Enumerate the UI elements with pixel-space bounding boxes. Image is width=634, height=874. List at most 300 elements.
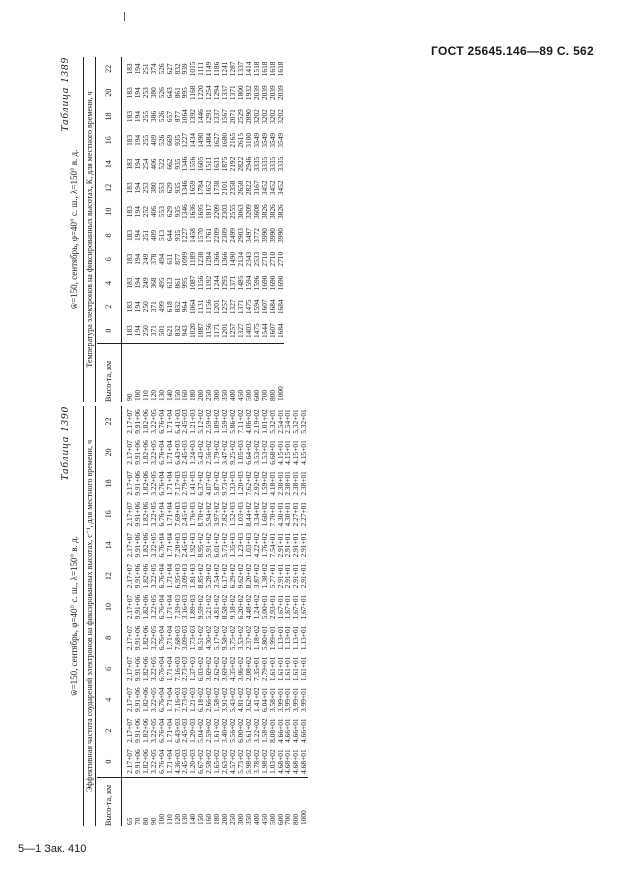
value-cell: 1414 <box>243 61 253 77</box>
hour-column-header: 18 <box>97 105 122 129</box>
value-cell: 2.91+01 <box>283 563 293 589</box>
value-cell: 1659 <box>188 180 198 196</box>
value-cell: 2.38+01 <box>299 471 309 496</box>
value-cell: 1.82+06 <box>140 749 150 774</box>
value-cell: 613 <box>164 277 174 289</box>
value-cell: 194 <box>132 229 142 241</box>
height-cell: 110 <box>142 343 150 402</box>
value-cell: 1.33+03 <box>227 471 237 496</box>
value-cell: 3.69+02 <box>220 656 230 682</box>
value-cell: 2.17+07 <box>125 687 134 712</box>
value-cell: 1594 <box>243 275 253 291</box>
value-cell: 1087 <box>188 275 198 291</box>
table-label: Таблица 1389 <box>59 57 71 132</box>
value-cell: 1257 <box>227 323 237 339</box>
value-cell: 4.06+02 <box>243 409 253 434</box>
value-cell: 1594 <box>251 299 261 315</box>
value-cell: 1.52+03 <box>227 502 237 527</box>
value-cell: 1346 <box>180 156 190 172</box>
value-cell: 6.03+02 <box>196 656 206 682</box>
value-cell: 5.86+02 <box>227 409 237 434</box>
value-cell: 6.76+04 <box>156 532 166 558</box>
value-cell: 3.22+05 <box>148 532 158 558</box>
value-cell: 1784 <box>196 180 206 196</box>
value-cell: 1636 <box>188 204 198 220</box>
value-cell: 1327 <box>227 299 237 315</box>
value-cell: 2.91+01 <box>283 532 293 558</box>
value-cell: 2039 <box>267 85 277 101</box>
value-cell: 6.76+04 <box>156 409 166 434</box>
value-cell: 380 <box>148 87 158 99</box>
value-cell: 2.17+07 <box>125 563 134 589</box>
value-cell: 4.66+01 <box>299 718 309 743</box>
value-cell: 194 <box>132 63 142 75</box>
height-cell: 150 <box>197 778 205 826</box>
value-cell: 2.45+03 <box>180 749 190 774</box>
value-cell: 494 <box>156 253 166 265</box>
value-cell: 194 <box>132 277 142 289</box>
value-cell: 499 <box>156 301 166 313</box>
value-cell: 1.82+06 <box>140 563 150 589</box>
value-cell: 6.76+04 <box>156 563 166 589</box>
value-cell: 6.04+01 <box>259 687 269 712</box>
value-cell: 4.66+01 <box>283 718 293 743</box>
value-cell: 2.17+07 <box>125 471 134 496</box>
value-cell: 1020 <box>188 323 198 339</box>
height-cell: 180 <box>213 778 221 826</box>
value-cell: 1371 <box>227 85 237 101</box>
value-cell: 1.61+01 <box>283 656 293 682</box>
value-cell: 3.22+05 <box>148 440 158 465</box>
value-cell: 2.45+03 <box>180 502 190 527</box>
value-cell: 3608 <box>251 204 261 220</box>
value-cell: 1607 <box>259 299 269 315</box>
height-cell: 500 <box>269 778 277 826</box>
hour-column-header: 6 <box>97 653 122 684</box>
value-cell: 1227 <box>180 132 190 148</box>
value-cell: 1607 <box>267 323 277 339</box>
value-cell: 2.19+02 <box>251 409 261 434</box>
value-cell: 935 <box>172 134 182 146</box>
value-cell: 5.91+02 <box>204 532 214 558</box>
value-cell: 501 <box>156 325 166 337</box>
value-cell: 3.22+05 <box>148 502 158 527</box>
value-cell: 2343 <box>243 251 253 267</box>
value-cell: 1.82+06 <box>140 656 150 682</box>
value-cell: 1227 <box>180 228 190 243</box>
value-cell: 1220 <box>196 85 206 101</box>
value-cell: 1.82+06 <box>140 718 150 743</box>
value-cell: 6.41+03 <box>172 409 182 434</box>
table-body <box>122 406 309 826</box>
value-cell: 1.82+06 <box>140 687 150 712</box>
value-cell: 1684 <box>267 299 277 315</box>
value-cell: 1567 <box>220 109 230 124</box>
value-cell: 194 <box>132 110 142 123</box>
value-cell: 7.54+01 <box>267 532 277 558</box>
value-cell: 3202 <box>251 109 261 124</box>
value-cell: 1.01+02 <box>259 409 269 434</box>
value-cell: 9.58+02 <box>220 625 230 651</box>
value-cell: 2710 <box>259 251 269 267</box>
value-cell: 935 <box>172 229 182 241</box>
value-cell: 1.03+03 <box>235 502 245 527</box>
value-cell: 611 <box>164 253 174 265</box>
table-row <box>300 406 308 826</box>
value-cell: 3.22+05 <box>148 749 158 774</box>
value-cell: 2.27+01 <box>291 502 301 527</box>
value-cell: 1.71+04 <box>164 625 174 651</box>
value-cell: 832 <box>172 325 182 337</box>
value-cell: 495 <box>156 277 166 289</box>
value-cell: 4.07+02 <box>204 471 214 496</box>
value-cell: 1.82+06 <box>140 471 150 496</box>
value-cell: 2.91+01 <box>299 563 309 589</box>
value-cell: 5.21+02 <box>204 594 214 620</box>
value-cell: 1254 <box>204 85 214 101</box>
value-cell: 9.25+02 <box>227 440 237 465</box>
value-cell: 4.66+01 <box>291 718 301 743</box>
value-cell: 1392 <box>188 109 198 124</box>
value-cell: 1337 <box>212 109 222 124</box>
value-cell: 5.28+02 <box>204 563 214 589</box>
value-cell: 1.82+06 <box>140 594 150 620</box>
table-label: Таблица 1390 <box>59 406 71 481</box>
value-cell: 1.67+01 <box>275 594 285 620</box>
value-cell: 9.91+06 <box>132 749 142 774</box>
value-cell: 9.59+02 <box>196 594 206 620</box>
height-cell: 250 <box>229 778 237 826</box>
value-cell: 2.79+03 <box>180 471 190 496</box>
height-cell: 600 <box>253 343 261 402</box>
value-cell: 1244 <box>212 275 222 291</box>
value-cell: 254 <box>140 158 150 170</box>
value-cell: 995 <box>180 87 190 99</box>
value-cell: 194 <box>132 158 142 170</box>
value-cell: 6.43+03 <box>172 440 182 465</box>
value-cell: 1.67+01 <box>283 594 293 620</box>
height-cell: 65 <box>122 778 134 826</box>
value-cell: 7.35+01 <box>251 656 261 682</box>
value-cell: 3.34+02 <box>251 502 261 527</box>
value-cell: 6.76+04 <box>156 656 166 682</box>
value-cell: 1.24+03 <box>188 440 198 465</box>
hour-column-header: 16 <box>97 128 122 152</box>
value-cell: 1.76+02 <box>259 532 269 558</box>
value-cell: 3.99+01 <box>299 687 309 712</box>
value-cell: 386 <box>148 110 158 123</box>
value-cell: 183 <box>125 182 134 194</box>
height-cell: 120 <box>174 778 182 826</box>
height-cell: 120 <box>150 343 158 402</box>
value-cell: 1.37+03 <box>188 656 198 682</box>
value-cell: 1.13+01 <box>291 625 301 651</box>
value-cell: 1241 <box>220 61 230 77</box>
value-cell: 7.20+03 <box>172 532 182 558</box>
value-cell: 8.51+02 <box>196 625 206 651</box>
value-cell: 4.81+02 <box>235 687 245 712</box>
value-cell: 1.03+02 <box>267 749 277 774</box>
value-cell: 6.76+04 <box>156 440 166 465</box>
page-header: ГОСТ 25645.146—89 С. 562 <box>431 44 594 58</box>
value-cell: 194 <box>132 134 142 146</box>
value-cell: 1015 <box>188 61 198 77</box>
value-cell: 3.09+03 <box>180 563 190 589</box>
value-cell: 618 <box>164 301 174 313</box>
value-cell: 5.32+01 <box>291 409 301 434</box>
hour-column-header: 18 <box>97 468 122 499</box>
value-cell: 194 <box>132 206 142 218</box>
value-cell: 1.18+02 <box>251 625 261 651</box>
value-cell: 2.79+01 <box>259 656 269 682</box>
height-cell: 180 <box>189 343 197 402</box>
value-cell: 1684 <box>275 323 285 339</box>
value-cell: 6.01+02 <box>212 532 222 558</box>
value-cell: 5.04+02 <box>196 718 206 743</box>
value-cell: 2.92+02 <box>251 471 261 496</box>
table-1390 <box>57 406 617 826</box>
value-cell: 4.68+01 <box>275 749 285 774</box>
value-cell: 5.12+02 <box>196 409 206 434</box>
value-cell: 1738 <box>212 180 222 196</box>
height-cell: 700 <box>284 778 292 826</box>
value-cell: 4.15+01 <box>283 440 293 465</box>
value-cell: 1.53+02 <box>259 440 269 465</box>
value-cell: 1337 <box>220 85 230 101</box>
height-cell: 200 <box>197 343 205 402</box>
value-cell: 1695 <box>196 204 206 220</box>
value-cell: 1.89+02 <box>212 409 222 434</box>
hour-column-header: 2 <box>97 715 122 746</box>
value-cell: 1192 <box>204 275 214 291</box>
value-cell: 1434 <box>188 132 198 148</box>
value-cell: 964 <box>180 301 190 313</box>
value-cell: 1201 <box>220 323 230 339</box>
value-cell: 194 <box>132 87 142 99</box>
value-cell: 1.71+04 <box>164 594 174 620</box>
value-cell: 1.82+06 <box>140 532 150 558</box>
value-cell: 1817 <box>204 204 214 220</box>
value-cell: 939 <box>180 63 190 75</box>
value-cell: 2.17+07 <box>125 409 134 434</box>
value-cell: 3549 <box>275 132 285 148</box>
value-cell: 1.58+02 <box>259 718 269 743</box>
value-cell: 6.29+02 <box>227 563 237 589</box>
value-cell: 1171 <box>212 323 222 338</box>
value-cell: 374 <box>148 63 158 75</box>
value-cell: 1.23+03 <box>235 532 245 558</box>
value-cell: 4.57+02 <box>227 749 237 774</box>
value-cell: 6.67+02 <box>196 749 206 774</box>
value-cell: 1.71+04 <box>164 409 174 434</box>
value-cell: 1.59+02 <box>220 409 230 434</box>
value-cell: 662 <box>164 158 174 170</box>
value-cell: 5.80+01 <box>259 625 269 651</box>
height-cell: 140 <box>166 343 174 402</box>
value-cell: 657 <box>164 110 174 123</box>
value-cell: 1690 <box>259 275 269 291</box>
value-cell: 7.16+03 <box>172 656 182 682</box>
value-cell: 2.91+01 <box>275 532 285 558</box>
height-cell: 1000 <box>277 343 285 402</box>
value-cell: 2499 <box>227 228 237 243</box>
value-cell: 183 <box>125 301 134 313</box>
value-cell: 9.91+06 <box>132 625 142 651</box>
value-cell: 3335 <box>267 156 277 172</box>
value-cell: 6.76+04 <box>156 718 166 743</box>
hour-column-header: 2 <box>97 295 122 319</box>
value-cell: 1484 <box>204 132 214 148</box>
value-cell: 9.62+02 <box>235 563 245 589</box>
value-cell: 4.66+01 <box>275 718 285 743</box>
height-cell: 90 <box>122 343 134 402</box>
value-cell: 1631 <box>212 156 222 172</box>
value-cell: 6.68+01 <box>267 440 277 465</box>
value-cell: 1366 <box>212 251 222 267</box>
value-cell: 5.43+02 <box>196 440 206 465</box>
value-cell: 3202 <box>259 109 269 124</box>
value-cell: 3063 <box>235 204 245 220</box>
height-cell: 130 <box>181 778 189 826</box>
value-cell: 1.21+03 <box>188 687 198 712</box>
height-column-header: Высо-та, км <box>97 343 122 402</box>
value-cell: 2.91+01 <box>291 532 301 558</box>
value-cell: 935 <box>172 206 182 218</box>
value-cell: 2529 <box>235 109 245 124</box>
value-cell: 1287 <box>227 61 237 77</box>
value-cell: 251 <box>140 229 150 241</box>
value-cell: 2303 <box>220 204 230 220</box>
value-cell: 1294 <box>212 85 222 101</box>
value-cell: 2.17+07 <box>125 594 134 620</box>
value-cell: 3.58+01 <box>267 687 277 712</box>
value-cell: 5.75+02 <box>227 625 237 651</box>
value-cell: 3.99+01 <box>275 687 285 712</box>
value-cell: 1156 <box>204 299 214 315</box>
value-cell: 1458 <box>188 228 198 243</box>
value-cell: 3.22+05 <box>148 594 158 620</box>
value-cell: 832 <box>172 63 182 75</box>
value-cell: 371 <box>148 325 158 337</box>
value-cell: 2.91+01 <box>291 563 301 589</box>
value-cell: 1932 <box>243 85 253 101</box>
value-cell: 1490 <box>227 251 237 267</box>
value-cell: 1.81+03 <box>188 563 198 589</box>
height-cell: 90 <box>150 778 158 826</box>
value-cell: 7.17+03 <box>172 471 182 496</box>
hour-column-header: 8 <box>97 622 122 653</box>
value-cell: 2071 <box>227 109 237 124</box>
value-cell: 8.08+01 <box>267 718 277 743</box>
value-cell: 526 <box>156 134 166 146</box>
value-cell: 183 <box>125 110 134 123</box>
value-cell: 1149 <box>204 61 214 77</box>
value-cell: 1189 <box>188 251 198 267</box>
value-cell: 1.71+04 <box>164 718 174 743</box>
value-cell: 1.03+03 <box>243 532 253 558</box>
height-cell: 400 <box>253 778 261 826</box>
height-cell: 500 <box>245 343 253 402</box>
value-cell: 1.82+06 <box>140 409 150 434</box>
value-cell: 2.17+07 <box>125 718 134 743</box>
value-cell: 3.22+05 <box>148 409 158 434</box>
value-cell: 644 <box>164 229 174 241</box>
value-cell: 1.71+04 <box>164 532 174 558</box>
value-cell: 1490 <box>196 132 206 148</box>
value-cell: 251 <box>140 63 150 75</box>
value-cell: 1.65+02 <box>212 749 222 774</box>
height-cell: 300 <box>237 778 245 826</box>
value-cell: 2.17+07 <box>125 656 134 682</box>
value-cell: 3.99+01 <box>283 687 293 712</box>
value-cell: 1680 <box>220 132 230 148</box>
value-cell: 1618 <box>275 61 285 77</box>
value-cell: 2.38+01 <box>283 471 293 496</box>
value-cell: 3335 <box>275 156 285 172</box>
value-cell: 1.89+03 <box>188 594 198 620</box>
value-cell: 1371 <box>235 299 245 315</box>
value-cell: 1201 <box>212 299 222 315</box>
value-cell: 3100 <box>243 132 253 148</box>
value-cell: 6.43+03 <box>172 718 182 743</box>
height-cell: 250 <box>205 343 213 402</box>
value-cell: 1.82+06 <box>140 440 150 465</box>
value-cell: 250 <box>140 325 150 337</box>
value-cell: 2.38+01 <box>275 471 285 496</box>
header-row <box>97 57 122 402</box>
value-cell: 3.22+05 <box>148 687 158 712</box>
value-cell: 1.24+02 <box>251 594 261 620</box>
value-cell: 1.99+01 <box>267 625 277 651</box>
value-cell: 526 <box>156 63 166 75</box>
value-cell: 2.17+07 <box>125 502 134 527</box>
value-cell: 4.18+01 <box>267 471 277 496</box>
value-cell: 3167 <box>251 180 261 196</box>
value-cell: 9.91+06 <box>132 502 142 527</box>
value-cell: 1690 <box>267 275 277 291</box>
table-subtitle: Температура электронов на фиксированных высотах, К, для местного времени, ч <box>83 57 96 402</box>
value-cell: 8.44+02 <box>243 502 253 527</box>
value-cell: 1627 <box>212 132 222 148</box>
value-cell: 3202 <box>267 109 277 124</box>
value-cell: 1.20+03 <box>235 471 245 496</box>
value-cell: 7.62+02 <box>243 471 253 496</box>
value-cell: 3.47+02 <box>220 440 230 465</box>
value-cell: 380 <box>148 182 158 194</box>
hour-column-header: 20 <box>97 81 122 105</box>
value-cell: 1618 <box>259 61 269 77</box>
value-cell: 5.77+01 <box>267 563 277 589</box>
value-cell: 4.48+02 <box>243 594 253 620</box>
value-cell: 629 <box>164 182 174 194</box>
value-cell: 3549 <box>267 132 277 148</box>
value-cell: 4.68+01 <box>283 749 293 774</box>
value-cell: 513 <box>156 229 166 241</box>
value-cell: 4.30+02 <box>204 625 214 651</box>
value-cell: 9.91+06 <box>132 440 142 465</box>
value-cell: 1596 <box>251 275 261 291</box>
value-cell: 2.45+03 <box>180 440 190 465</box>
value-cell: 8.20+02 <box>243 563 253 589</box>
value-cell: 4.68+01 <box>299 749 309 774</box>
value-cell: 3.22+05 <box>148 656 158 682</box>
table-body <box>122 57 285 402</box>
value-cell: 3452 <box>259 180 269 196</box>
value-cell: 1.71+04 <box>164 440 174 465</box>
height-cell: 700 <box>261 343 269 402</box>
value-cell: 2946 <box>243 156 253 172</box>
value-cell: 7.68+03 <box>172 625 182 651</box>
